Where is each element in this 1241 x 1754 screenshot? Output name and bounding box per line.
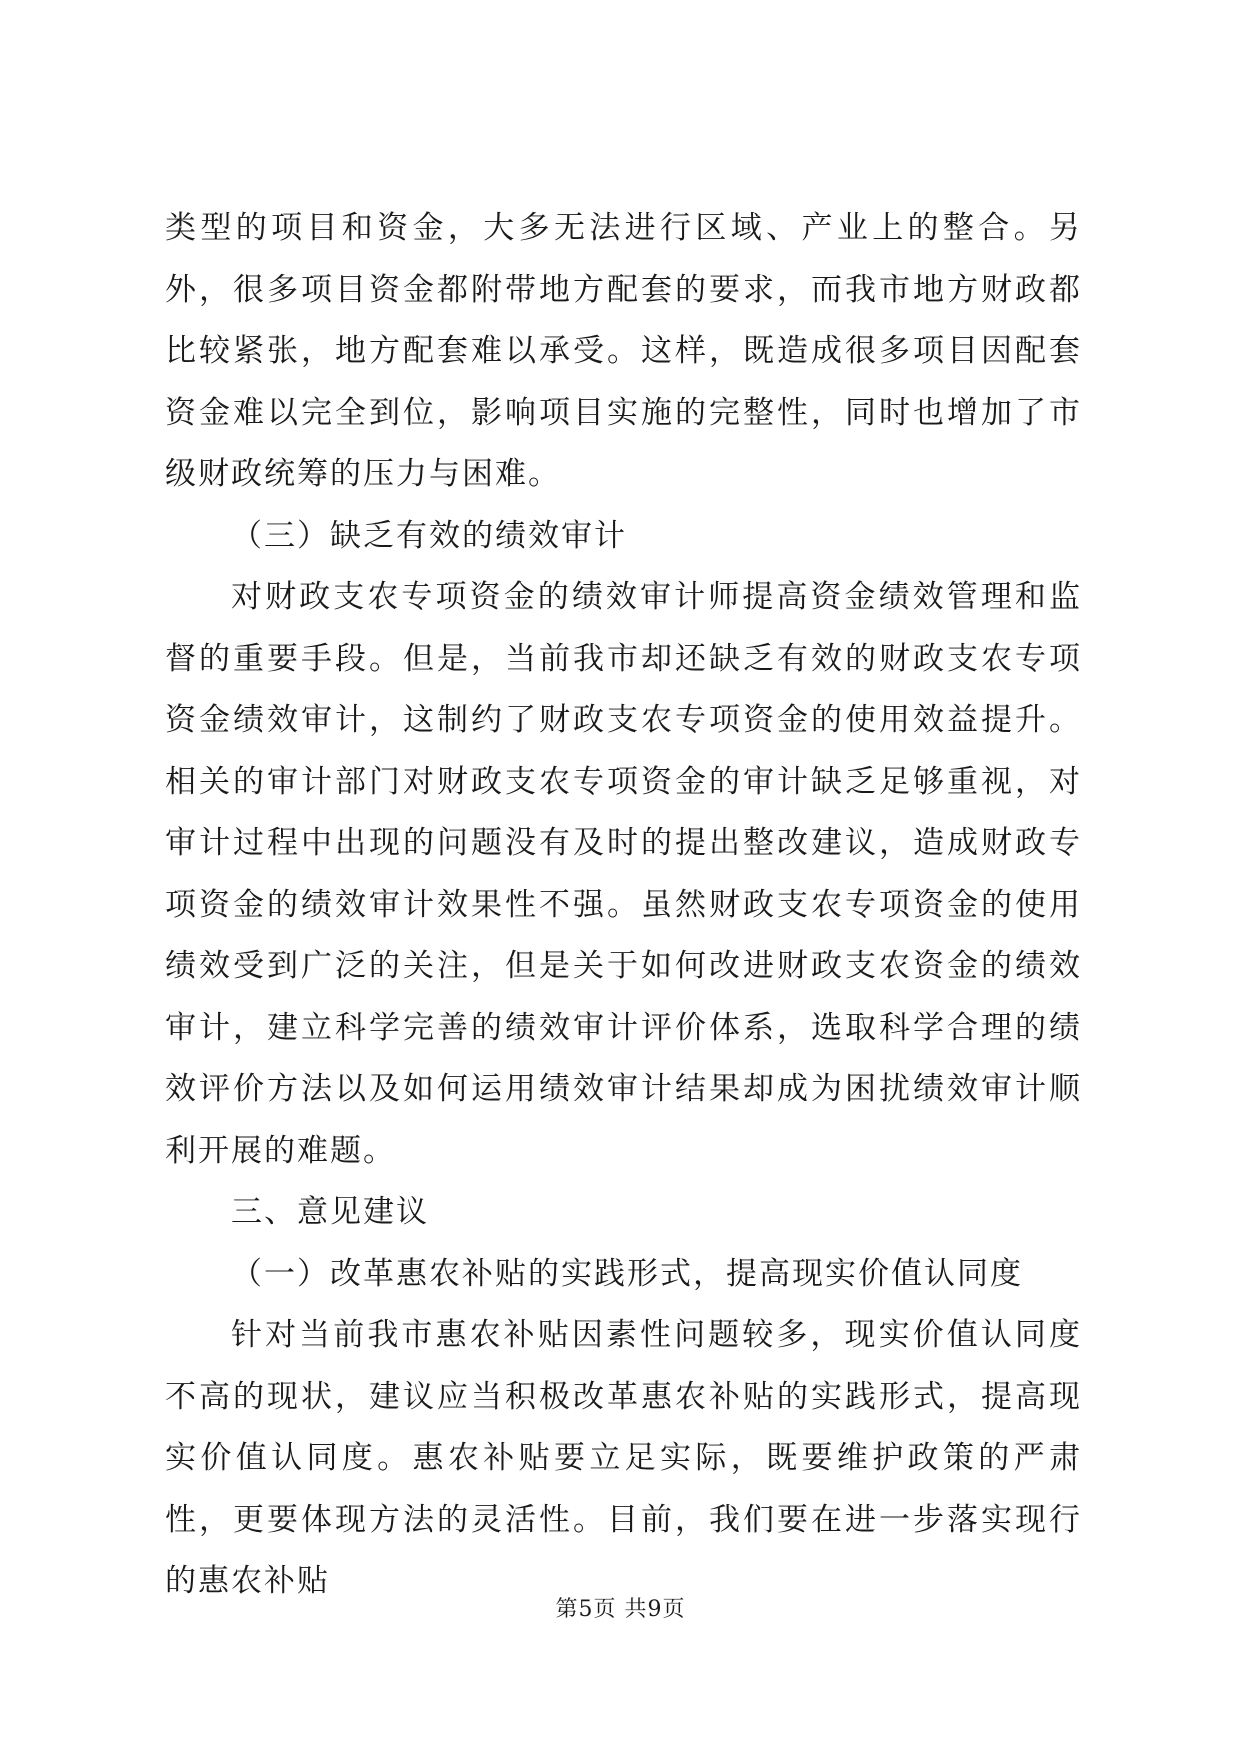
- section-heading-3: （三）缺乏有效的绩效审计: [231, 517, 627, 554]
- paragraph-continuation: 类型的项目和资金，大多无法进行区域、产业上的整合。另外，很多项目资金都附带地方配套的要求，而我市地方财政都比较紧张，地方配套难以承受。这样，既造成很多项目因配套资金难以完全到位，影响项目实施的完整性，同时也增加了市级财政统筹的压力与困难。: [165, 210, 1082, 492]
- document-body: [165, 198, 1082, 1613]
- paragraph-audit: 对财政支农专项资金的绩效审计师提高资金绩效管理和监督的重要手段。但是，当前我市却还缺乏有效的财政支农专项资金绩效审计，这制约了财政支农专项资金的使用效益提升。相关的审计部门对财政支农专项资金的审计缺乏足够重视，对审计过程中出现的问题没有及时的提出整改建议，造成财政专项资金的绩效审计效果性不强。虽然财政支农专项资金的使用绩效受到广泛的关注，但是关于如何改进财政支农资金的绩效审计，建立科学完善的绩效审计评价体系，选取科学合理的绩效评价方法以及如何运用绩效审计结果却成为困扰绩效审计顺利开展的难题。: [165, 579, 1082, 1169]
- page-footer: 第5页 共9页: [555, 1597, 686, 1622]
- paragraph-subsidy: 针对当前我市惠农补贴因素性问题较多，现实价值认同度不高的现状，建议应当积极改革惠农补贴的实践形式，提高现实价值认同度。惠农补贴要立足实际，既要维护政策的严肃性，更要体现方法的灵活性。目前，我们要在进一步落实现行的惠农补贴: [165, 1317, 1082, 1599]
- section-heading-1: （一）改革惠农补贴的实践形式，提高现实价值认同度: [231, 1255, 1023, 1292]
- chapter-heading-suggestions: 三、意见建议: [231, 1194, 429, 1230]
